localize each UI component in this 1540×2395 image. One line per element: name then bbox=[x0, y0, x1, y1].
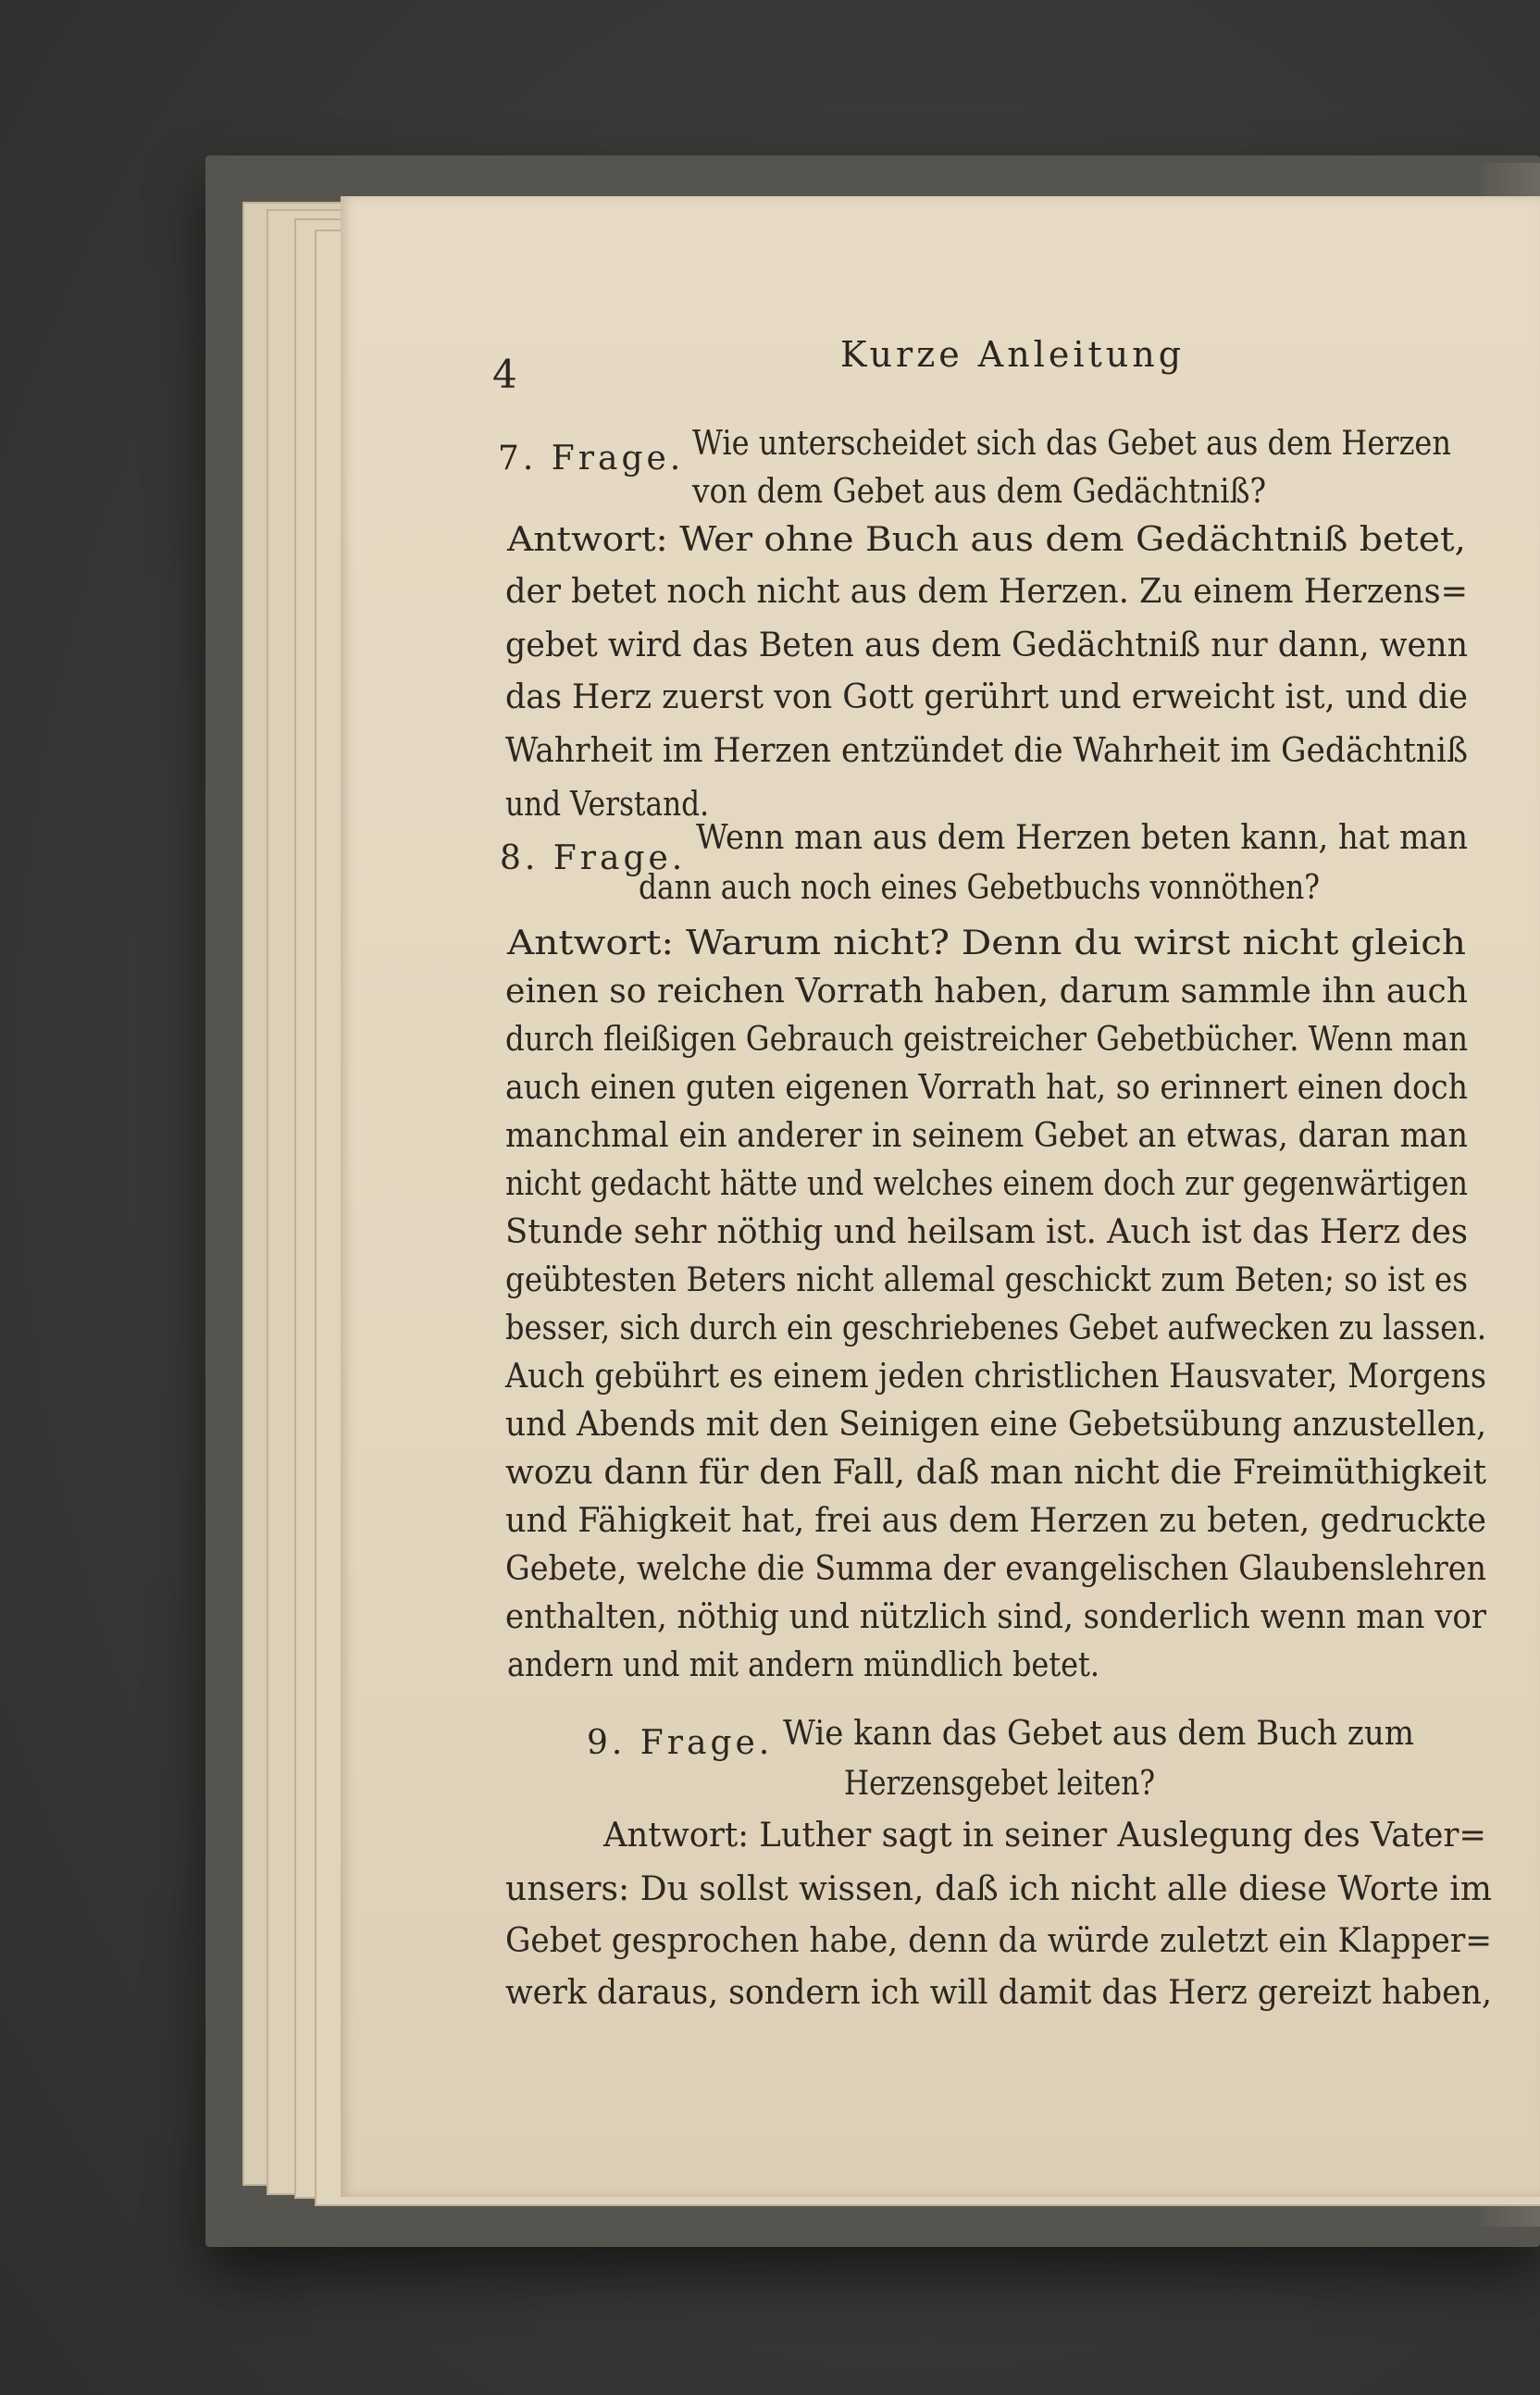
answer-line: Antwort: Wer ohne Buch aus dem Gedächtniß betet, bbox=[507, 521, 1466, 559]
answer-line: Antwort: Warum nicht? Denn du wirst nicht gleich bbox=[507, 924, 1466, 962]
answer-line: enthalten, nöthig und nützlich sind, sonderlich wenn man vor bbox=[505, 1598, 1486, 1636]
answer-line: nicht gedacht hätte und welches einem doch zur gegenwärtigen bbox=[505, 1165, 1468, 1203]
question-text: Wie kann das Gebet aus dem Buch zum bbox=[783, 1715, 1414, 1753]
answer-line: geübtesten Beters nicht allemal geschickt zum Beten; so ist es bbox=[505, 1261, 1468, 1299]
answer-line: wozu dann für den Fall, daß man nicht die Freimüthigkeit bbox=[505, 1454, 1486, 1492]
answer-line: andern und mit andern mündlich betet. bbox=[507, 1646, 1099, 1684]
question-label: 9. Frage. bbox=[587, 1724, 774, 1762]
answer-line: Wahrheit im Herzen entzündet die Wahrheit im Gedächtniß bbox=[505, 732, 1468, 770]
answer-line: das Herz zuerst von Gott gerührt und erweicht ist, und die bbox=[505, 678, 1468, 716]
answer-line: einen so reichen Vorrath haben, darum sammle ihn auch bbox=[505, 973, 1468, 1011]
page-number: 4 bbox=[492, 352, 517, 397]
answer-line: und Abends mit den Seinigen eine Gebetsübung anzustellen, bbox=[505, 1406, 1486, 1444]
answer-line: Antwort: Luther sagt in seiner Auslegung des Vater= bbox=[603, 1817, 1486, 1855]
answer-line: und Fähigkeit hat, frei aus dem Herzen zu beten, gedruckte bbox=[505, 1502, 1486, 1540]
answer-line: der betet noch nicht aus dem Herzen. Zu einem Herzens= bbox=[505, 573, 1468, 611]
question-text: dann auch noch eines Gebetbuchs vonnöthen? bbox=[639, 869, 1320, 907]
question-text: Herzensgebet leiten? bbox=[844, 1765, 1155, 1803]
answer-line: gebet wird das Beten aus dem Gedächtniß nur dann, wenn bbox=[505, 627, 1468, 664]
answer-line: auch einen guten eigenen Vorrath hat, so erinnert einen doch bbox=[505, 1069, 1468, 1107]
question-label: 8. Frage. bbox=[500, 839, 687, 877]
question-text: von dem Gebet aus dem Gedächtniß? bbox=[692, 473, 1266, 511]
running-head: Kurze Anleitung bbox=[840, 334, 1186, 375]
answer-line: Gebet gesprochen habe, denn da würde zuletzt ein Klapper= bbox=[505, 1922, 1492, 1960]
answer-line: und Verstand. bbox=[505, 786, 709, 824]
answer-line: Auch gebührt es einem jeden christlichen Hausvater, Morgens bbox=[505, 1358, 1486, 1396]
answer-line: besser, sich durch ein geschriebenes Gebet aufwecken zu lassen. bbox=[505, 1309, 1486, 1347]
answer-line: Gebete, welche die Summa der evangelischen Glaubenslehren bbox=[505, 1550, 1486, 1588]
answer-line: manchmal ein anderer in seinem Gebet an etwas, daran man bbox=[505, 1117, 1468, 1155]
question-label: 7. Frage. bbox=[498, 440, 685, 478]
answer-line: werk daraus, sondern ich will damit das Herz gereizt haben, bbox=[505, 1974, 1492, 2012]
question-text: Wenn man aus dem Herzen beten kann, hat man bbox=[696, 819, 1468, 857]
answer-line: unsers: Du sollst wissen, daß ich nicht alle diese Worte im bbox=[505, 1870, 1492, 1908]
answer-line: Stunde sehr nöthig und heilsam ist. Auch ist das Herz des bbox=[505, 1213, 1468, 1251]
answer-line: durch fleißigen Gebrauch geistreicher Gebetbücher. Wenn man bbox=[505, 1021, 1468, 1059]
question-text: Wie unterscheidet sich das Gebet aus dem Herzen bbox=[692, 425, 1451, 463]
